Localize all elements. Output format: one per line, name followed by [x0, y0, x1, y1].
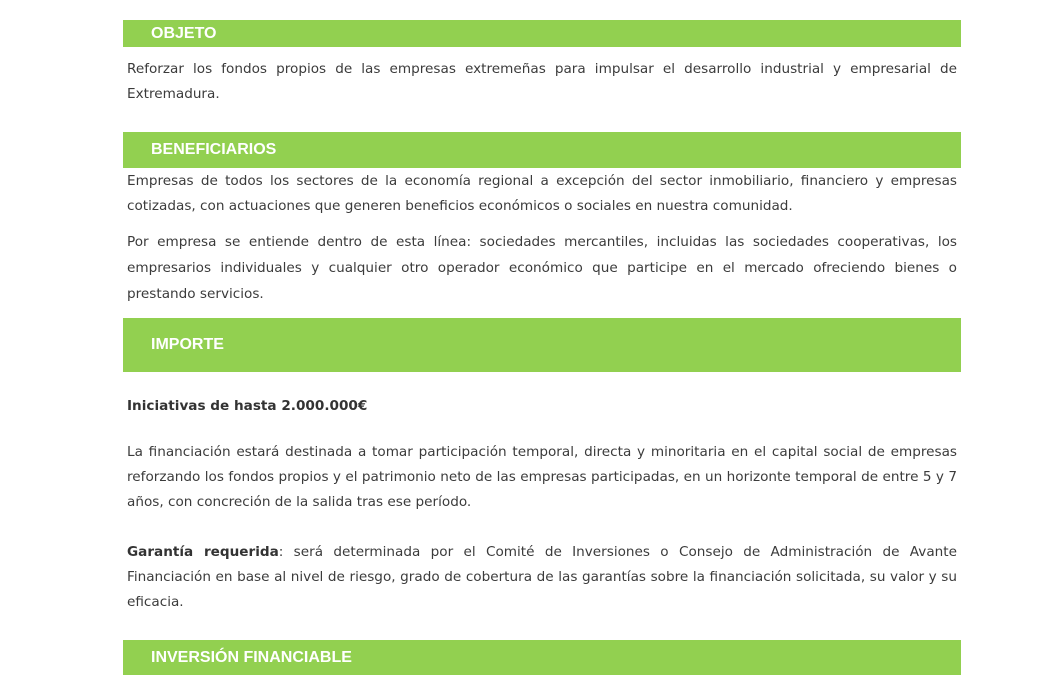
section-header-inversion: [123, 640, 961, 675]
importe-heading: Iniciativas de hasta 2.000.000€: [127, 398, 368, 414]
garantia-text: : será determinada por el Comité de Inversiones o Consejo de Administración de Avante Financiación en base al nivel de riesgo, grado de cobertura de las garantías sobre la financiación solicitada, su valor y su eficacia.: [127, 544, 957, 610]
beneficiarios-paragraph-1: Empresas de todos los sectores de la economía regional a excepción del sector inmobiliario, financiero y empresas cotizadas, con actuaciones que generen beneficios económicos o sociales en nuestra comunidad.: [127, 173, 957, 214]
garantia-paragraph: [127, 540, 957, 615]
objeto-text: Reforzar los fondos propios de las empresas extremeñas para impulsar el desarrollo industrial y empresarial de Extremadura.: [127, 61, 957, 102]
section-title-objeto: OBJETO: [151, 24, 217, 42]
section-title-inversion: INVERSIÓN FINANCIABLE: [151, 648, 352, 666]
garantia-label: Garantía requerida: [127, 544, 279, 560]
section-header-objeto: [123, 20, 961, 47]
section-title-importe: IMPORTE: [151, 336, 224, 353]
section-title-beneficiarios: BENEFICIARIOS: [151, 141, 277, 158]
beneficiarios-paragraph-2: Por empresa se entiende dentro de esta línea: sociedades mercantiles, incluidas las sociedades cooperativas, los empresarios individuales y cualquier otro operador económico que participe en el mercado ofreciendo bienes o prestando servicios.: [127, 234, 957, 302]
section-header-beneficiarios: [123, 132, 961, 168]
importe-paragraph: La financiación estará destinada a tomar participación temporal, directa y minoritaria en el capital social de empresas reforzando los fondos propios y el patrimonio neto de las empresas participadas, en un horizonte temporal de entre 5 y 7 años, con concreción de la salida tras ese período.: [127, 444, 957, 510]
section-header-importe: [123, 318, 961, 372]
